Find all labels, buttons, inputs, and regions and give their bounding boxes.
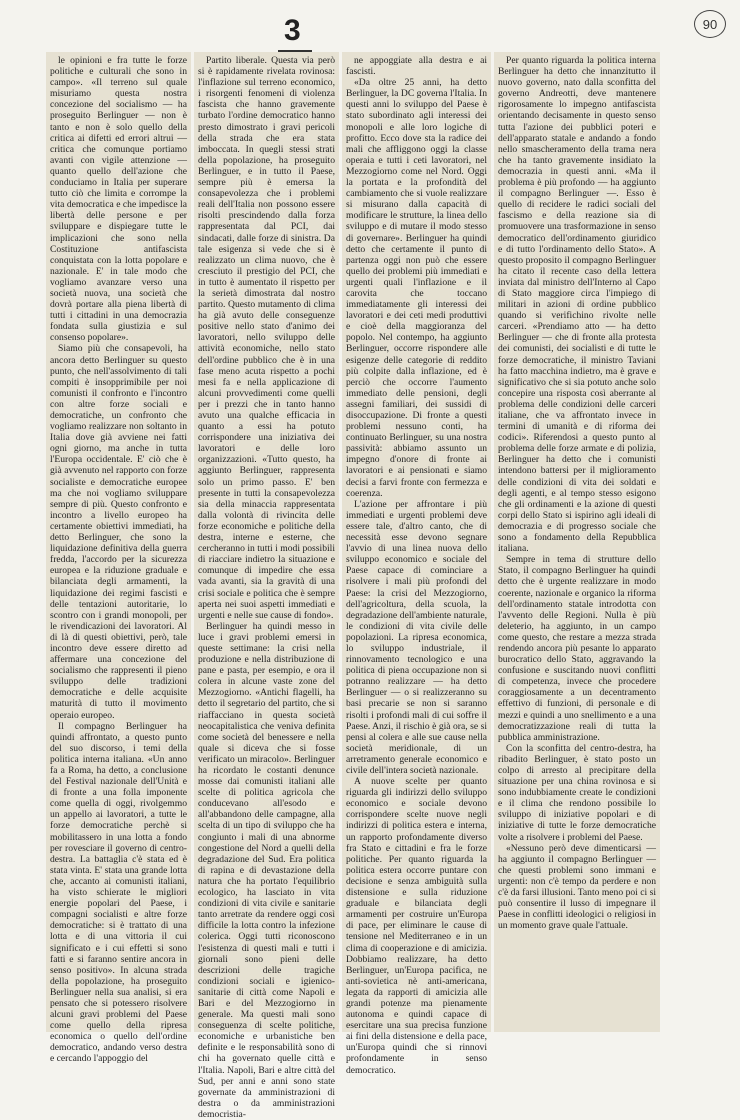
article-column-4 [494, 52, 660, 1032]
paragraph: Partito liberale. Questa via però si è rapidamente rivelata rovinosa: l'inflazione sul terreno economico, i risorgenti fenomeni di violenza fascista che hanno gravemente turbato l'ordine democratico hanno presto dimostrato i gravi pericoli della strada che era stata imboccata. In quegli stessi strati della popolazione, ha proseguito Berlinguer, e in tutto il Paese, sempre più è emersa la consapevolezza che i problemi reali dell'Italia non possono essere risolti prescindendo dalla forza rappresentata dal PCI, dai sindacati, dalle forze di sinistra. Da tale esigenza si vede che si è realizzato un clima nuovo, che è cresciuto il prestigio del PCI, che in tutto è aumentato il rispetto per la serietà dimostrata dal nostro partito. Questo mutamento di clima ha già avuto delle conseguenze positive nello stato d'animo dei lavoratori, nello sviluppo delle attività economiche, nello stato dell'ordine pubblico che è in una fase meno acuta rispetto a pochi mesi fa e nella applicazione di alcuni provvedimenti come quelli per i prezzi che in tanto hanno avuto una qualche efficacia in quanto a essi ha potuto corrispondere una iniziativa dei lavoratori e delle loro organizzazioni. «Tutto questo, ha aggiunto Berlinguer, rappresenta solo un primo passo. E' ben presente in tutti la consapevolezza sia della minaccia rappresentata dalla volontà di rivincita delle forze economiche e politiche della destra, interne e esterne, che cercheranno in tutti i modi possibili di riacciare indietro la situazione e comunque di impedire che essa vada avanti, sia la gravità di una crisi sociale e politica che è sempre aperta nei suoi aspetti immediati e urgenti e nelle sue cause di fondo». [198, 55, 335, 621]
paragraph: L'azione per affrontare i più immediati e urgenti problemi deve essere tale, d'altro canto, che di necessità esse devono segnare l'avvio di una linea nuova dello sviluppo economico e sociale del Paese capace di cominciare a risolvere i mali più profondi del Paese: la crisi del Mezzogiorno, dell'agricoltura, della scuola, la degradazione dell'ambiente naturale, le condizioni di vita civile delle popolazioni. La ripresa economica, lo sviluppo industriale, il rinnovamento tecnologico e una politica di piena occupazione non si potranno realizzare — ha detto Berlinguer — o si realizzeranno su basi precarie se non si saranno risolti i profondi mali di cui soffre il Paese. Anzi, il rischio è già ora, se si pensi al colera e alle sue cause nella società meridionale, di un arretramento generale economico e civile dell'intera società nazionale. [346, 498, 487, 776]
paragraph: le opinioni e fra tutte le forze politiche e culturali che sono in campo». «Il terreno sul quale misuriamo questa nostra concezione del socialismo — ha proseguito Berlinguer — non è tanto e non è solo quello della critica ai difetti ed errori altrui — critica che comunque portiamo avanti con vigile attenzione — quanto quello dell'azione che conduciamo in Italia per superare tutto ciò che limita e corrompe la vita democratica e che impedisce la libertà delle persone e per sviluppare e dispiegare tutte le implicazioni che sono nella Costituzione antifascista conquistata con la lotta popolare e nazionale. E' in tale modo che vogliamo avanzare verso una società nuova, una società che dovrà portare alla piena libertà di tutti i cittadini in una democrazia fondata sulla giustizia e sul consenso popolare». [50, 55, 187, 344]
paragraph: Il compagno Berlinguer ha quindi affrontato, a questo punto del suo discorso, i temi della politica interna italiana. «Un anno fa a Roma, ha detto, a conclusione del Festival nazionale dell'Unità e di fronte a una folla imponente come quella di oggi, rivolgemmo un appello ai lavoratori, a tutte le forze democratiche perchè si mobilitassero in una lotta a fondo per rovesciare il governo di centro-destra. La battaglia c'è stata ed è stata vinta. E' stata una grande lotta che, accanto ai comunisti italiani, ha visto schierate le migliori energie popolari del Paese, i compagni socialisti e altre forze democratiche: si è trattato di una lotta e di una vittoria il cui significato e i cui effetti si sono fatti e si faranno sentire ancora in senso positivo». In alcuna strada della popolazione, ha proseguito Berlinguer nella sua analisi, si era pensato che si potessero risolvere alcuni gravi problemi del Paese come quello della ripresa economica o quello dell'ordine democratico, andando verso destra e cercando l'appoggio del [50, 720, 187, 1065]
paragraph: Sempre in tema di strutture dello Stato, il compagno Berlinguer ha quindi detto che è urgente realizzare in modo coerente, nazionale e organico la riforma dell'ordinamento statale introdotta con l'avvento delle Regioni. Nulla è più deleterio, ha aggiunto, in un campo come questo, che restare a mezza strada rendendo ancora più pesante lo apparato burocratico dello Stato, aggravando la confusione e suscitando nuovi conflitti di competenza, invece che procedere coraggiosamente a un decentramento effettivo di funzioni, di personale e di mezzi e quindi a uno snellimento e a una democratizzazione reali di tutta la pubblica amministrazione. [498, 554, 656, 743]
article-column-2 [194, 52, 342, 1120]
article-column-1 [46, 52, 194, 1065]
circled-sheet-number: 90 [694, 10, 726, 38]
paragraph: ne appoggiate alla destra e ai fascisti. [346, 55, 487, 78]
newspaper-clipping [46, 52, 660, 1120]
paragraph: Berlinguer ha quindi messo in luce i gravi problemi emersi in queste settimane: la crisi nella produzione e nella distribuzione di pane e pasta, per esempio, e ora il colera in alcune vaste zone del Mezzogiorno. «Antichi flagelli, ha detto il segretario del partito, che si riaffacciano in questa società neocapitalistica che veniva definita come società del benessere e nella quale si diceva che si fosse verificato un miracolo». Berlinguer ha ricordato le costanti denunce mosse dai comunisti italiani alle scelte di politica agricola che conducevano all'esodo e all'abbandono delle campagne, alla scelta di un tipo di sviluppo che ha congiunto i mali di una abnorme congestione del Nord a quelli della degradazione del Sud. Era politica di rapina e di devastazione della natura che ha portato l'equilibrio ecologico, ha lasciato in vita condizioni di vita civile e sanitarie tanto arretrate da rendere oggi così difficile la lotta contro la infezione colerica. Oggi tutti riconoscono l'esistenza di questi mali e tutti i giornali sono pieni delle descrizioni delle tragiche condizioni sociali e igienico-sanitarie di città come Napoli e Bari e del Mezzogiorno in generale. Ma questi mali sono conseguenza di scelte politiche, economiche e urbanistiche ben definite e le responsabilità sono di chi ha governato quelle città e l'Italia. Napoli, Bari e altre città del Sud, per anni e anni sono state governate da amministrazioni di destra o da amministrazioni democristia- [198, 620, 335, 1120]
paragraph: A nuove scelte per quanto riguarda gli indirizzi dello sviluppo economico e sociale devono corrispondere scelte nuove negli indirizzi di politica estera e interna, un rapporto profondamente diverso fra Stato e cittadini e fra le forze politiche. Per quanto riguarda la politica estera occorre puntare con decisione e senza ambiguità sulla distensione e sulla riduzione graduale e bilanciata degli armamenti per costruire un'Europa di pace, per eliminare le cause di tensione nel Mediterraneo e in un clima di cooperazione e di amicizia. Dobbiamo realizzare, ha detto Berlinguer, un'Europa pacifica, ne anti-sovietica nè anti-americana, legata da rapporti di amicizia alle grandi potenze ma pienamente autonoma e quindi capace di esercitare una sua precisa funzione ai fini della distensione e della pace, un'Europa quindi che si rinnovi profondamente in senso democratico. [346, 776, 487, 1076]
paragraph: Per quanto riguarda la politica interna Berlinguer ha detto che innanzitutto il nuovo governo, nato dalla sconfitta del governo Andreotti, deve mantenere rigorosamente lo impegno antifascista orientando decisamente in questo senso tutta l'azione dei pubblici poteri e dell'apparato statale e andando a fondo nello smascheramento della trama nera che ha tanto gravemente insidiato la democrazia in questi anni. «Ma il problema è più profondo — ha aggiunto il compagno Berlinguer —. Esso è quello di recidere le radici sociali del fascismo e della reazione sia di promuovere una trasformazione in senso democratico dell'ordinamento giuridico e di tutto l'ordinamento dello Stato». A questo proposito il compagno Berlinguer ha citato il recente caso della lettera inviata dal ministro dell'Interno al Capo di Stato maggiore circa l'impiego di militari in azioni di ordine pubblico quando si verifichino rivolte nelle carceri. «Prendiamo atto — ha detto Berlinguer — che di fronte alla protesta dei comunisti, dei socialisti e di tutte le forze democratiche, il ministro Taviani ha fatto macchina indietro, ma è grave e significativo che si sia potuto anche solo concepire una risposta così aberrante al problema delle condizioni delle carceri italiane, che va affrontato invece in termini di umanità e di riforma dei codici». Riferendosi a questo punto al problema delle forze armate e di polizia, Berlinguer ha detto che i comunisti intendono battersi per il miglioramento delle condizioni di vita dei soldati e degli agenti, e al tempo stesso esigono che gli ordinamenti e la azione di questi corpi dello Stato si ispirino agli ideali di democrazia e di progresso sociale che sono a fondamento della Repubblica italiana. [498, 55, 656, 555]
paragraph: «Da oltre 25 anni, ha detto Berlinguer, la DC governa l'Italia. In questi anni lo sviluppo del Paese è stato subordinato agli interessi dei monopoli e alle loro logiche di profitto. Ecco dove sta la radice dei mali che affliggono oggi la classe operaia e tutti i ceti lavoratori, nel Mezzogiorno come nel Nord. Oggi la portata e la profondità del cambiamento che si vuole realizzare si misurano dalla capacità di modificare le strutture, la linea dello sviluppo e di mutare il modo stesso di governare». Berlinguer ha quindi detto che certamente il punto di partenza oggi non può che essere quello dei problemi più immediati e urgenti quali l'inflazione e il carovita che toccano immediatamente gli interessi dei lavoratori e dei ceti medi produttivi e cioè della maggioranza del popolo. Nel contempo, ha aggiunto Berlinguer, occorre rispondere alle esigenze delle categorie di reddito più colpite dalla inflazione, ed è perciò che occorre l'aumento immediato delle pensioni, degli assegni familiari, dei sussidi di disoccupazione. Di fronte a questi problemi nessuno conti, ha continuato Berlinguer, su una nostra passività: abbiamo assunto un impegno d'onore di fronte ai lavoratori e ai pensionati e siamo decisi a farvi fronte con fermezza e coerenza. [346, 77, 487, 499]
handwritten-page-number: 3 [284, 14, 301, 47]
paragraph: «Nessuno però deve dimenticarsi — ha aggiunto il compagno Berlinguer — che questi problemi sono immani e urgenti: non c'è tempo da perdere e non c'è da farsi illusioni. Tanto meno poi ci si può consentire il lusso di impegnare il Paese in conflitti ideologici o religiosi in un momento grave quale l'attuale. [498, 842, 656, 932]
paragraph: Con la sconfitta del centro-destra, ha ribadito Berlinguer, è stato posto un colpo di arresto al precipitare della situazione per una china rovinosa e si sono indubbiamente create le condizioni e il clima che rendono possibile lo sviluppo di iniziative popolari e di iniziative di tutte le forze democratiche volte a risolvere i problemi del Paese. [498, 742, 656, 843]
paragraph: Siamo più che consapevoli, ha ancora detto Berlinguer su questo punto, che nell'assolvimento di tali compiti è insopprimibile per noi comunisti il confronto e l'incontro con altre forze sociali e democratiche, un confronto che vogliamo realizzare non soltanto in Italia dove già avviene nei fatti ogni giorno, ma anche in tutta l'Europa occidentale. E' ciò che è già avvenuto nel rapporto con forze socialiste e democratiche europee ma che noi vogliamo sviluppare sempre di più. Questo confronto e incontro a livello europeo ha certamente obiettivi immediati, ha detto Berlinguer, che sono la liquidazione definitiva della guerra fredda, l'accordo per la sicurezza europea e la riduzione graduale e bilanciata degli armamenti, la liquidazione dei regimi fascisti e delle tentazioni autoritarie, lo scontro con i grandi monopoli, per le rivendicazioni dei lavoratori. Al di là di questi obiettivi, però, tale incontro deve essere diretto ad affermare una concezione del socialismo che rappresenti il pieno sviluppo delle tradizioni democratiche e delle acquisite maturità di tutto il movimento operaio europeo. [50, 343, 187, 721]
article-column-3 [342, 52, 494, 1076]
